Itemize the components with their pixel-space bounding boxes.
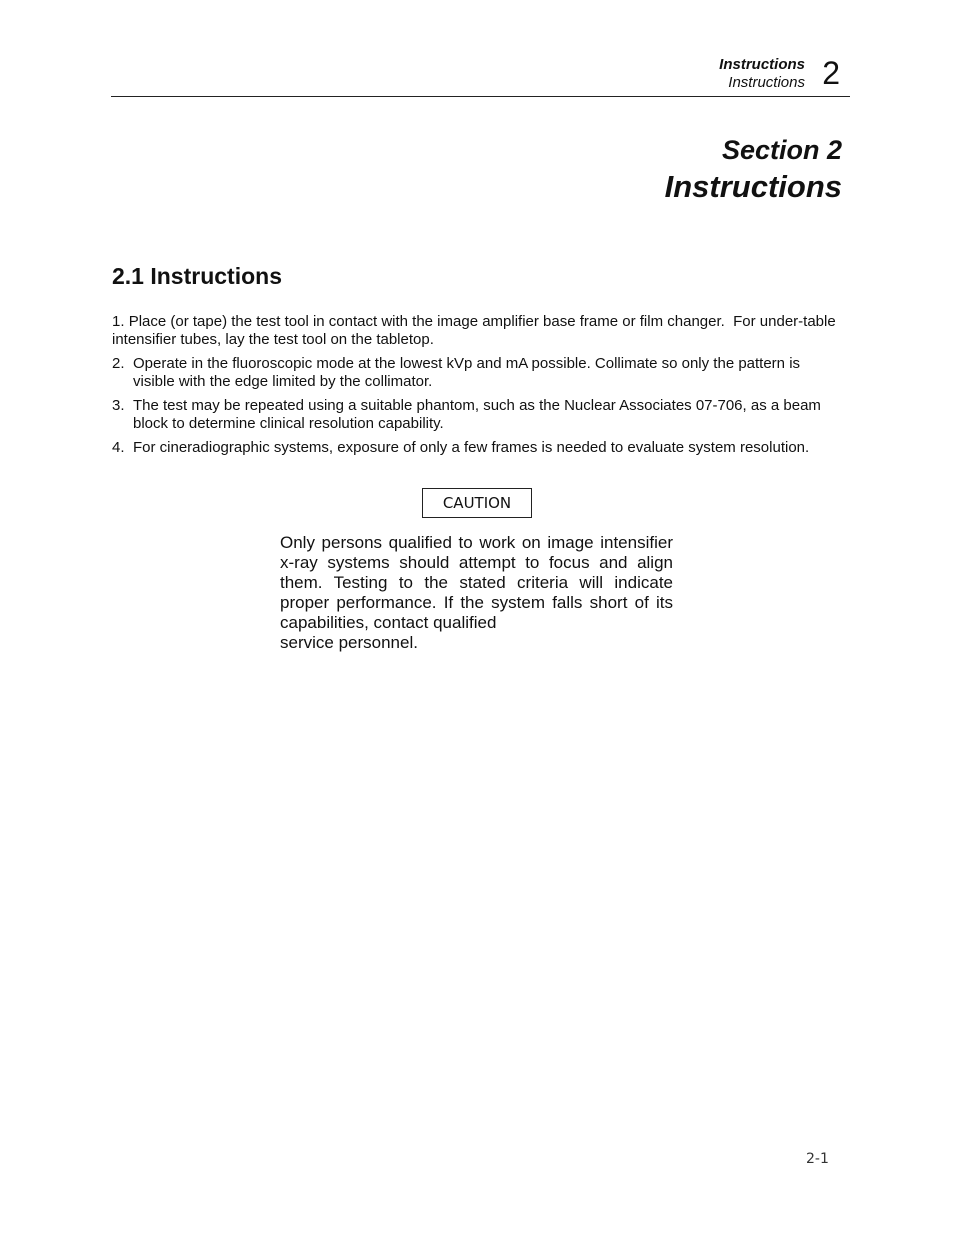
step-number: 1. <box>112 313 125 330</box>
section-label: Section 2 <box>721 135 842 165</box>
step-text: The test may be repeated using a suitable phantom, such as the Nuclear Associates 07-706, as a beam block to determine clinical resolution capability. <box>133 397 821 432</box>
step-item-1 <box>112 313 857 349</box>
step-text: For cineradiographic systems, exposure of only a few frames is needed to evaluate system resolution. <box>133 439 810 456</box>
step-number: 4. <box>112 439 125 456</box>
page-number: 2-1 <box>806 1151 829 1167</box>
section-title-block <box>665 133 842 207</box>
step-number: 2. <box>112 355 125 372</box>
step-text: Place (or tape) the test tool in contact with the image amplifier base frame or film changer. For under-table intensifier tubes, lay the test tool on the tabletop. <box>112 313 857 348</box>
instruction-steps <box>112 313 857 463</box>
step-item-2 <box>112 355 842 391</box>
header-section-title: Instructions <box>728 74 805 91</box>
header-chapter-title: Instructions <box>719 56 805 73</box>
caution-text-body: Only persons qualified to work on image intensifier x-ray systems should attempt to focus and align them. Testing to the stated criteria will indicate proper performance. If the system falls short of its capabilities, contact qualified <box>280 533 673 632</box>
header-chapter-number: 2 <box>822 55 840 91</box>
section-name: Instructions <box>664 169 842 204</box>
caution-text <box>280 533 673 653</box>
step-number: 3. <box>112 397 125 414</box>
page-header <box>111 52 850 97</box>
step-item-4 <box>112 439 842 457</box>
subsection-heading: 2.1 Instructions <box>112 263 282 289</box>
caution-label: CAUTION <box>422 488 532 518</box>
running-header <box>719 56 805 92</box>
step-text: Operate in the fluoroscopic mode at the lowest kVp and mA possible. Collimate so only the pattern is visible with the edge limited by the collimator. <box>133 355 801 390</box>
step-item-3 <box>112 397 842 433</box>
caution-text-end: service personnel. <box>280 633 418 652</box>
